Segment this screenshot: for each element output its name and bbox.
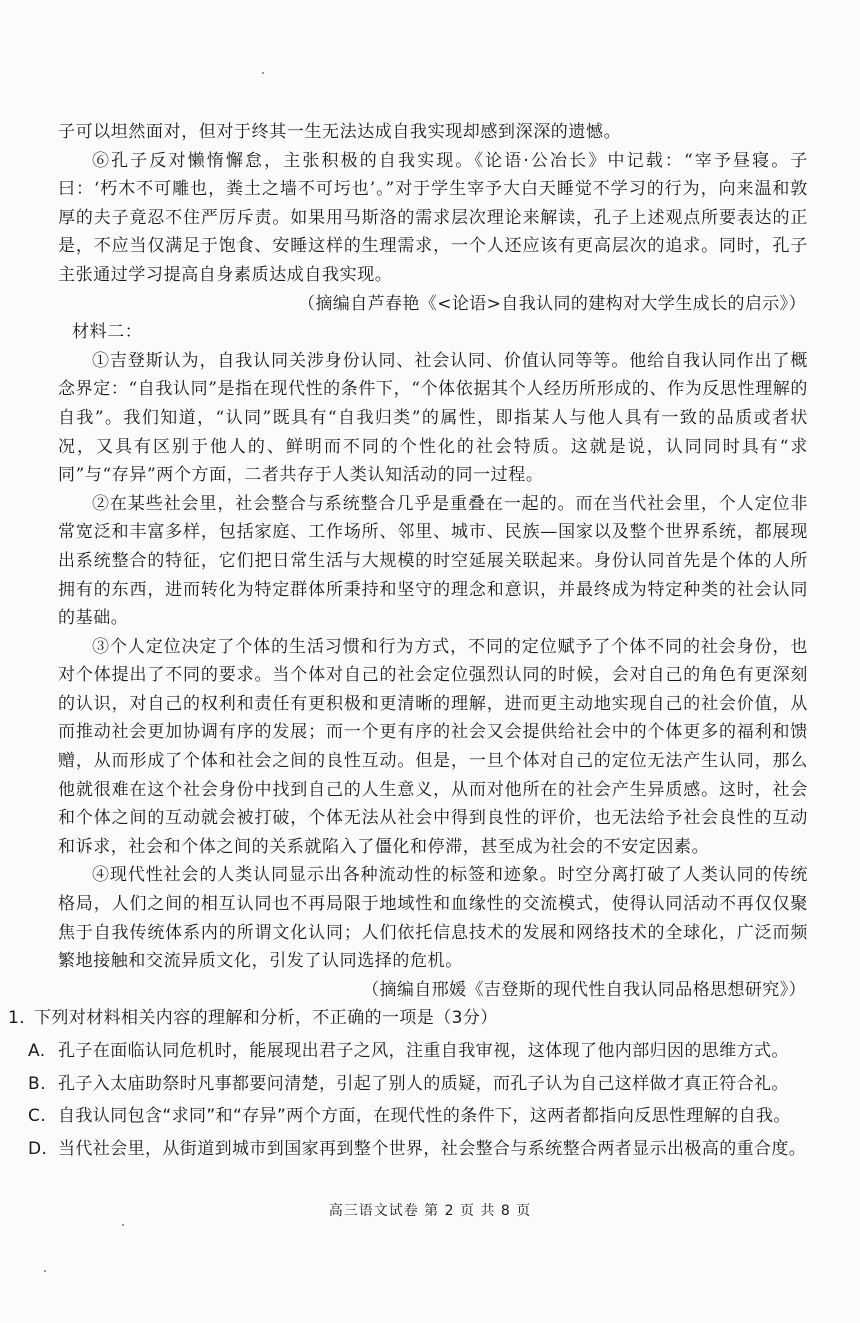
scan-speck [44, 1270, 46, 1272]
page-footer: 高三语文试卷 第 2 页 共 8 页 [328, 1203, 532, 1219]
option-b [28, 1070, 808, 1099]
material2-paragraph-3: ③个人定位决定了个体的生活习惯和行为方式，不同的定位赋予了个体不同的社会身份，也对个体提出了不同的要求。当个体对自己的社会定位强烈认同的时候，会对自己的角色有更深刻的认识，对自己的权利和责任有更积极和更清晰的理解，进而更主动地实现自己的社会价值，从而推动社会更加协调有序的发展；而一个更有序的社会又会提供给社会中的个体更多的福利和馈赠，从而形成了个体和社会之间的良性互动。但是，一旦个体对自己的定位无法产生认同，那么他就很难在这个社会身份中找到自己的人生意义，从而对他所在的社会产生异质感。这时，社会和个体之间的互动就会被打破，个体无法从社会中得到良性的评价，也无法给予社会良性的互动和诉求，社会和个体之间的关系就陷入了僵化和停滞，甚至成为社会的不安定因素。 [58, 636, 808, 857]
option-text: 孔子入太庙助祭时凡事都要问清楚，引起了别人的质疑，而孔子认为自己这样做才真正符合礼。 [58, 1073, 789, 1094]
option-text: 当代社会里，从街道到城市到国家再到整个世界，社会整合与系统整合两者显示出极高的重合度。 [58, 1138, 807, 1159]
material2-source: （摘编自邢媛《吉登斯的现代性自我认同品格思想研究》） [362, 979, 806, 1000]
paragraph-continuation: 子可以坦然面对，但对于终其一生无法达成自我实现却感到深深的遗憾。 [58, 122, 622, 142]
option-letter: B. [28, 1073, 46, 1094]
material2-paragraph-1: ①吉登斯认为，自我认同关涉身份认同、社会认同、价值认同等等。他给自我认同作出了概念界定：“自我认同”是指在现代性的条件下，“个体依据其个人经历所形成的、作为反思性理解的自我”。我们知道，“认同”既具有“自我归类”的属性，即指某人与他人具有一致的品质或者状况，又具有区别于他人的、鲜明而不同的个性化的社会特质。这就是说，认同同时具有“求同”与“存异”两个方面，二者共存于人类认知活动的同一过程。 [58, 350, 808, 486]
question-1-stem [8, 1004, 808, 1033]
material2-paragraph-4: ④现代性社会的人类认同显示出各种流动性的标签和迹象。时空分离打破了人类认同的传统格局，人们之间的相互认同也不再局限于地域性和血缘性的交流模式，使得认同活动不再仅仅聚焦于自我传统体系内的所谓文化认同；人们依托信息技术的发展和网络技术的全球化，广泛而频繁地接触和交流异质文化，引发了认同选择的危机。 [58, 865, 808, 972]
material1-source: （摘编自芦春艳《<论语>自我认同的建构对大学生成长的启示》） [298, 293, 806, 314]
option-letter: A. [28, 1041, 46, 1061]
option-c [28, 1102, 808, 1131]
paragraph-6: ⑥孔子反对懒惰懈怠，主张积极的自我实现。《论语·公冶长》中记载：“宰予昼寝。子曰：‘朽木不可雕也，粪土之墙不可圬也’。”对于学生宰予大白天睡觉不学习的行为，向来温和敦厚的夫子竟忍不住严厉斥责。如果用马斯洛的需求层次理论来解读，孔子上述观点所要表达的正是，不应当仅满足于饱食、安睡这样的生理需求，一个人还应该有更高层次的追求。同时，孔子主张通过学习提高自身素质达成自我实现。 [58, 150, 808, 285]
option-text: 孔子在面临认同危机时，能展现出君子之风，注重自我审视，这体现了他内部归因的思维方式。 [58, 1041, 789, 1061]
material2-heading: 材料二： [72, 322, 143, 343]
option-letter: D. [28, 1138, 48, 1159]
option-letter: C. [28, 1106, 47, 1127]
material2-paragraph-2: ②在某些社会里，社会整合与系统整合几乎是重叠在一起的。而在当代社会里，个人定位非常宽泛和丰富多样，包括家庭、工作场所、邻里、城市、民族—国家以及整个世界系统，都展现出系统整合的特征，它们把日常生活与大规模的时空延展关联起来。身份认同首先是个体的人所拥有的东西，进而转化为特定群体所秉持和坚守的理念和意识，并最终成为特定种类的社会认同的基础。 [58, 493, 808, 629]
option-a [28, 1037, 808, 1066]
option-text: 自我认同包含“求同”和“存异”两个方面，在现代性的条件下，这两者都指向反思性理解的自我。 [58, 1106, 791, 1127]
question-text: 下列对材料相关内容的理解和分析，不正确的一项是（3分） [34, 1008, 498, 1029]
option-d [28, 1135, 808, 1164]
scan-speck [122, 1224, 124, 1226]
page-content [8, 118, 808, 1165]
question-number: 1. [8, 1008, 26, 1029]
scan-speck [262, 72, 264, 74]
